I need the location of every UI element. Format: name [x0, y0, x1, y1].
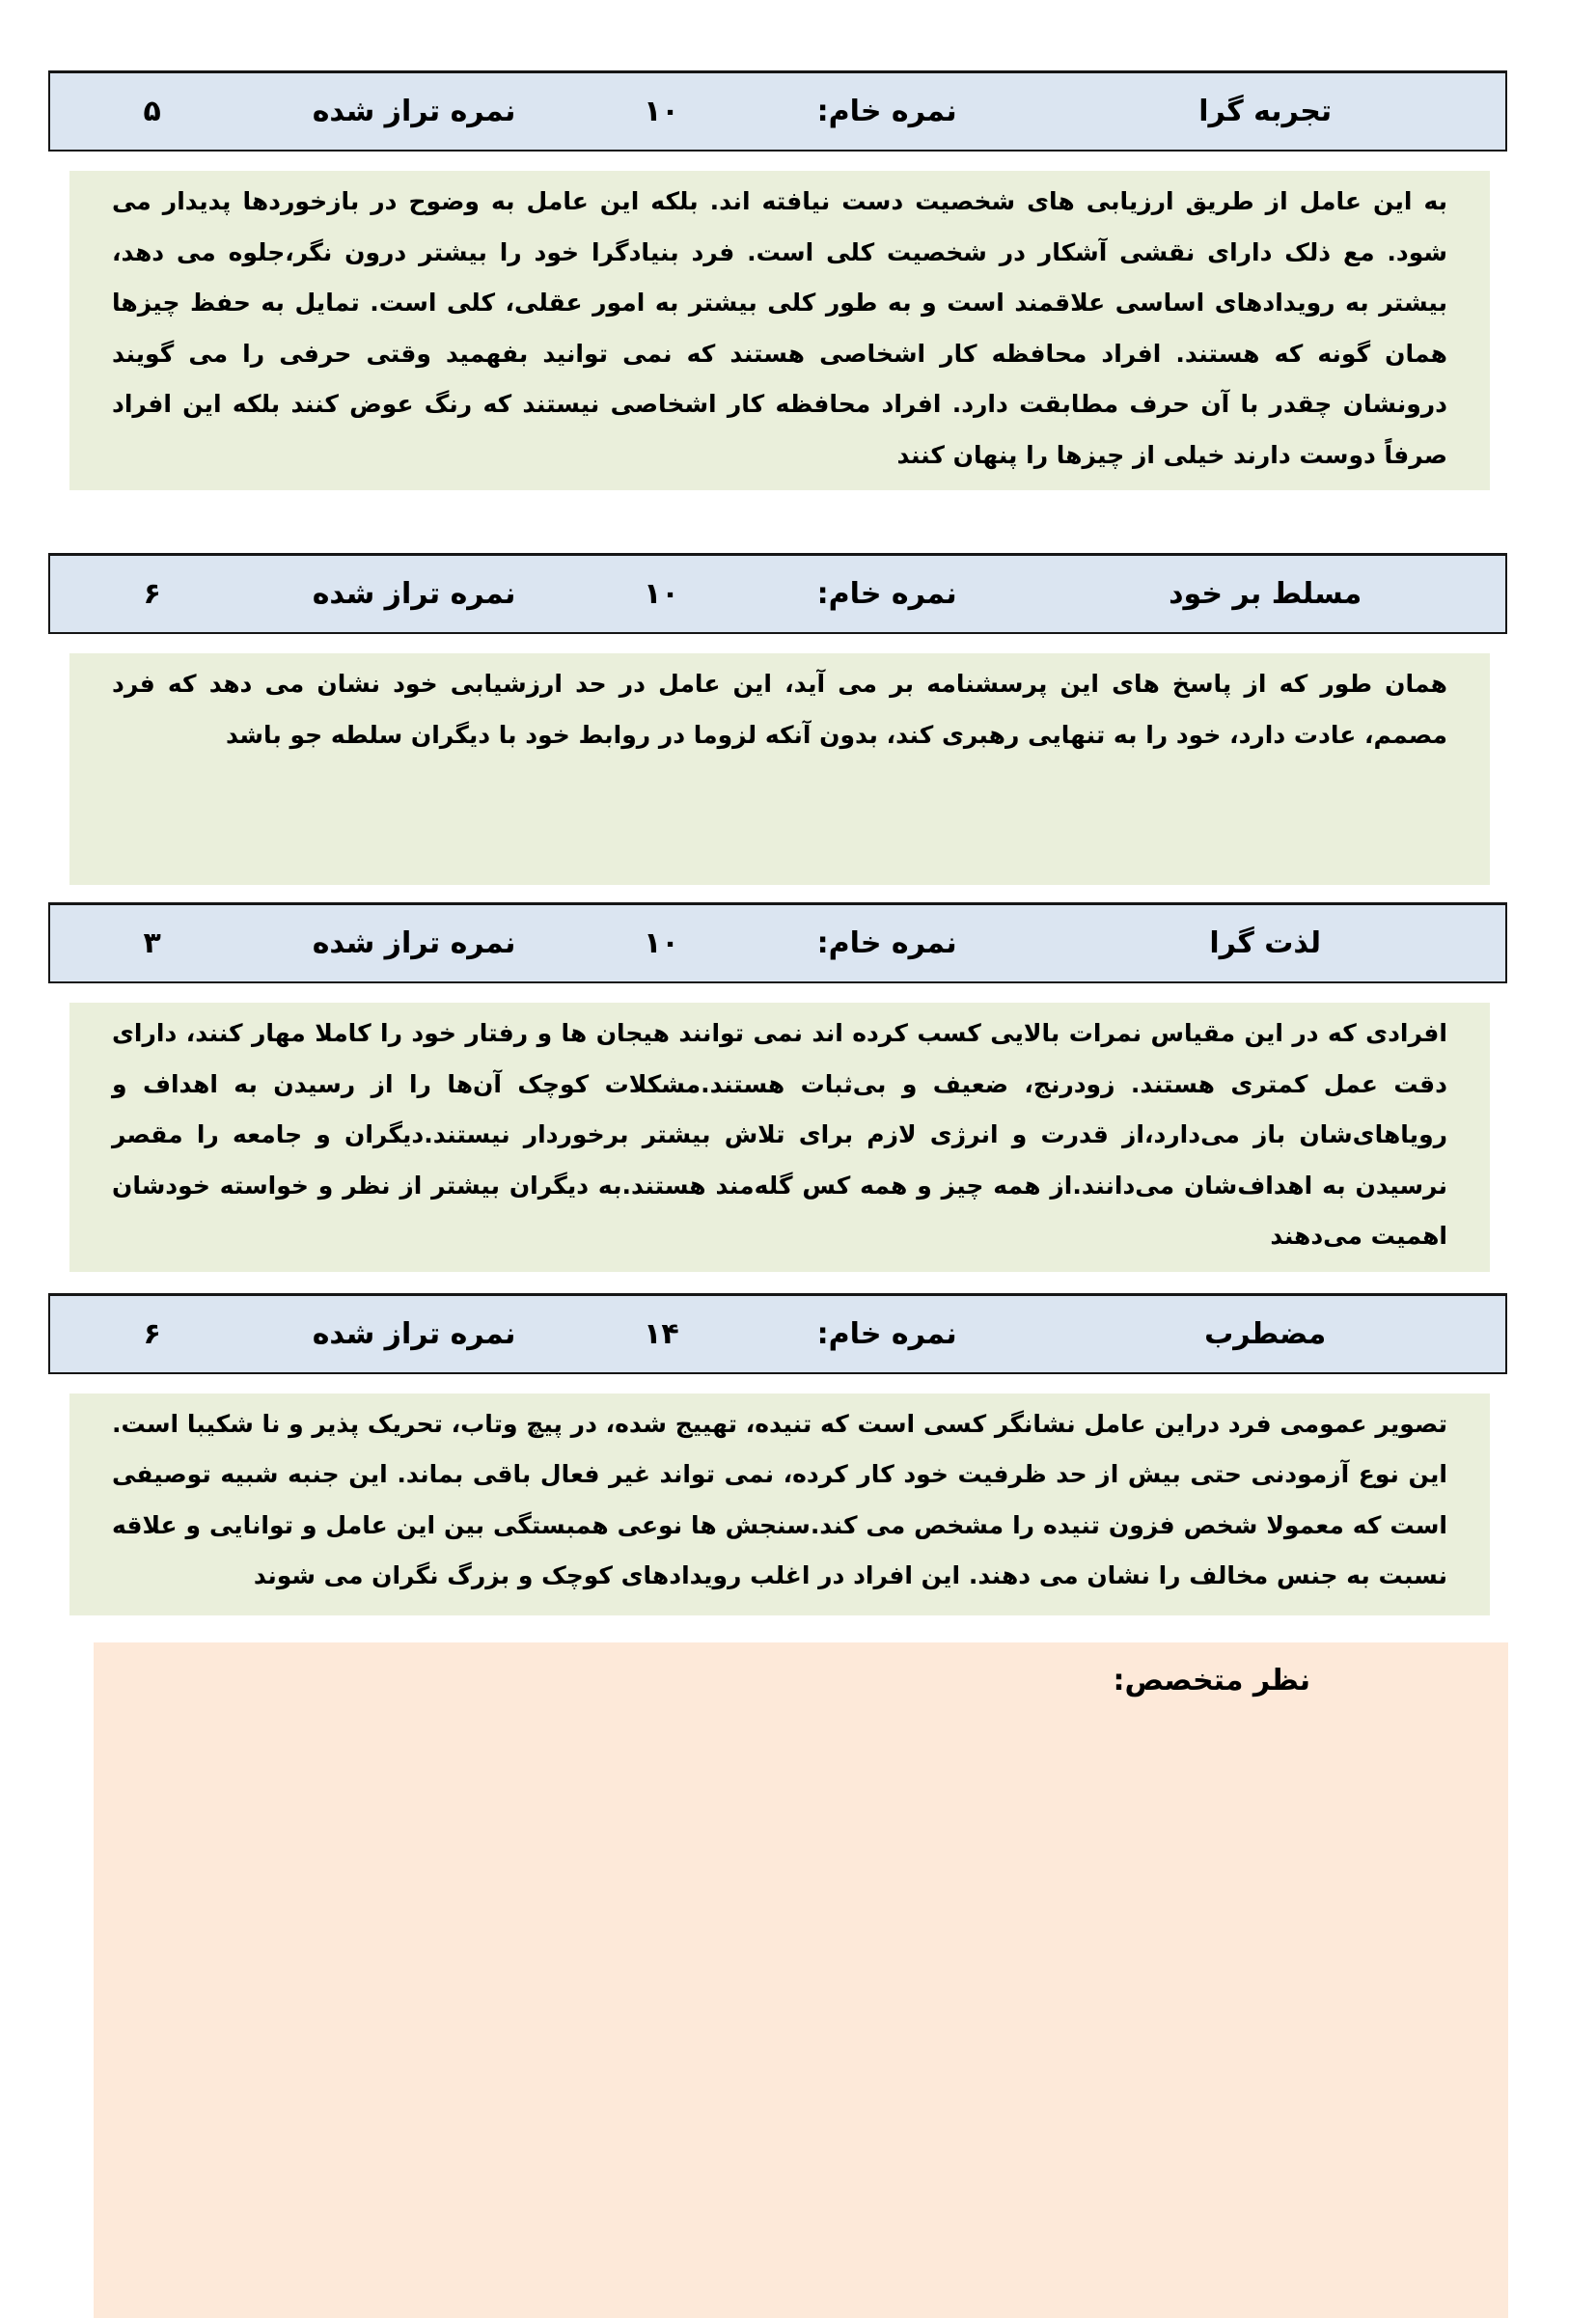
trait-description: افرادی که در این مقیاس نمرات بالایی کسب کرده اند نمی توانند هیجان ها و رفتار خود را کاملا مهار کنند، دارای دقت عمل کمتری هستند. زودرنج، ضعیف و بی‌ثبات هستند.مشکلات کوچک آن‌ها را از رسیدن به اهداف و رویاهای‌شان باز می‌دارد،از قدرت و انرژی لازم برای تلاش بیشتر برخوردار نیستند.دیگران و جامعه را مقصر نرسیدن به اهداف‌شان می‌دانند.از همه چیز و همه کس گله‌مند هستند.به دیگران بیشتر از نظر و خواسته خودشان اهمیت می‌دهند	[69, 1003, 1490, 1272]
normalized-score-value: ۵	[143, 95, 161, 128]
normalized-score-label: نمره تراز شده	[312, 577, 516, 611]
trait-section-experience	[0, 70, 1596, 490]
raw-score-value: ۱۴	[644, 1316, 679, 1351]
normalized-score-value: ۶	[143, 1316, 161, 1351]
raw-score-value: ۱۰	[644, 926, 679, 960]
normalized-score-label: نمره تراز شده	[312, 95, 516, 128]
trait-name: مسلط بر خود	[1169, 577, 1362, 611]
trait-description: همان طور که از پاسخ های این پرسشنامه بر می آید، این عامل در حد ارزشیابی خود نشان می دهد که فرد مصمم، عادت دارد، خود را به تنهایی رهبری کند، بدون آنکه لزوما در روابط خود با دیگران سلطه جو باشد	[69, 653, 1490, 885]
trait-section-self-mastery	[0, 553, 1596, 885]
trait-header-row	[48, 553, 1507, 634]
trait-name: مضطرب	[1204, 1316, 1327, 1351]
trait-header-row	[48, 70, 1507, 152]
normalized-score-label: نمره تراز شده	[312, 926, 516, 960]
trait-section-anxious	[0, 1293, 1596, 1615]
raw-score-value: ۱۰	[644, 95, 679, 128]
raw-score-label: نمره خام:	[816, 95, 957, 128]
trait-name: تجربه گرا	[1198, 95, 1333, 128]
trait-name: لذت گرا	[1209, 926, 1321, 960]
trait-description: به این عامل از طریق ارزیابی های شخصیت دست نیافته اند. بلکه این عامل به وضوح در بازخوردها پدیدار می شود. مع ذلک دارای نقشی آشکار در شخصیت کلی است. فرد بنیادگرا خود را بیشتر درون نگر،جلوه می دهد، بیشتر به رویدادهای اساسی علاقمند است و به طور کلی بیشتر به امور عقلی، کلی است. تمایل به حفظ چیزها همان گونه که هستند. افراد محافظه کار اشخاصی هستند که نمی توانید بفهمید وقتی حرفی را می گویند درونشان چقدر با آن حرف مطابقت دارد. افراد محافظه کار اشخاصی نیستند که رنگ عوض کنند بلکه این افراد صرفاً دوست دارند خیلی از چیزها را پنهان کنند	[69, 171, 1490, 490]
trait-description: تصویر عمومی فرد دراین عامل نشانگر کسی است که تنیده، تهییج شده، در پیچ وتاب، تحریک پذیر و نا شکیبا است. این نوع آزمودنی حتی بیش از حد ظرفیت خود کار کرده، نمی تواند غیر فعال باقی بماند. این جنبه شبیه توصیفی است که معمولا شخص فزون تنیده را مشخص می کند.سنجش ها نوعی همبستگی بین این عامل و توانایی و علاقه نسبت به جنس مخالف را نشان می دهند. این افراد در اغلب رویدادهای کوچک و بزرگ نگران می شوند	[69, 1394, 1490, 1615]
expert-opinion-title: نظر متخصص:	[1113, 1663, 1310, 1697]
raw-score-label: نمره خام:	[816, 926, 957, 960]
normalized-score-value: ۳	[143, 926, 161, 960]
raw-score-value: ۱۰	[644, 577, 679, 611]
trait-section-pleasure-seeking	[0, 902, 1596, 1272]
normalized-score-value: ۶	[143, 577, 161, 611]
normalized-score-label: نمره تراز شده	[312, 1316, 516, 1351]
raw-score-label: نمره خام:	[816, 577, 957, 611]
trait-header-row	[48, 1293, 1507, 1374]
trait-header-row	[48, 902, 1507, 983]
expert-opinion-box	[94, 1642, 1508, 2318]
raw-score-label: نمره خام:	[816, 1316, 957, 1351]
